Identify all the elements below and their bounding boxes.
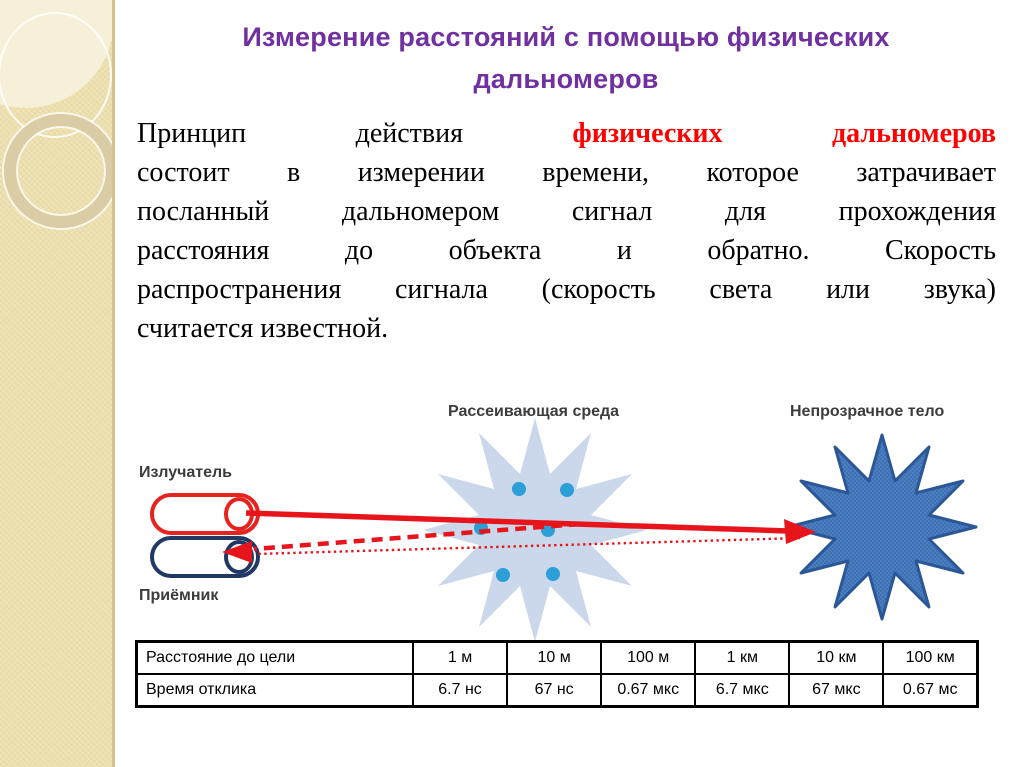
paragraph-text: Принцип bbox=[137, 118, 247, 149]
table-cell: 1 км bbox=[695, 642, 789, 675]
table-cell: 67 мкс bbox=[789, 674, 883, 707]
sidebar-big-ring bbox=[4, 114, 115, 228]
body-paragraph bbox=[137, 114, 996, 348]
opaque-body-label: Непрозрачное тело bbox=[790, 403, 945, 420]
table-cell: Расстояние до цели bbox=[137, 642, 414, 675]
particle-dot bbox=[546, 567, 560, 581]
table-cell: 10 км bbox=[789, 642, 883, 675]
receiver-label: Приёмник bbox=[139, 587, 219, 604]
scattering-medium-star bbox=[423, 418, 647, 642]
return-beam-arrowhead bbox=[222, 541, 252, 563]
table-row-response-time bbox=[137, 674, 978, 707]
paragraph-line: посланный дальномером сигнал для прохождения bbox=[137, 196, 996, 227]
table-cell: 0.67 мкс bbox=[601, 674, 695, 707]
table-cell: 6.7 нс bbox=[413, 674, 507, 707]
decorative-sidebar bbox=[0, 0, 115, 767]
paragraph-line: считается известной. bbox=[137, 313, 389, 344]
table-cell: Время отклика bbox=[137, 674, 414, 707]
particle-dot bbox=[512, 482, 526, 496]
highlighted-term: физических дальномеров bbox=[572, 118, 996, 149]
opaque-body-star bbox=[788, 435, 976, 619]
particle-dot bbox=[496, 568, 510, 582]
paragraph-line bbox=[137, 114, 996, 153]
table-row-distance bbox=[137, 642, 978, 675]
page-title-line2: дальномеров bbox=[473, 64, 659, 94]
table-cell: 67 нс bbox=[507, 674, 601, 707]
rangefinder-diagram bbox=[120, 390, 1024, 656]
table-cell: 100 км bbox=[883, 642, 977, 675]
table-cell: 0.67 мс bbox=[883, 674, 977, 707]
table-cell: 10 м bbox=[507, 642, 601, 675]
paragraph-text: действия bbox=[355, 118, 463, 149]
table-cell: 100 м bbox=[601, 642, 695, 675]
table-cell: 1 м bbox=[413, 642, 507, 675]
paragraph-line: расстояния до объекта и обратно. Скорость bbox=[137, 235, 996, 266]
distance-table bbox=[135, 640, 979, 708]
paragraph-line: состоит в измерении времени, которое затрачивает bbox=[137, 157, 996, 188]
paragraph-line: распространения сигнала (скорость света или звука) bbox=[137, 274, 996, 305]
particle-dot bbox=[560, 483, 574, 497]
page-title bbox=[122, 16, 1010, 100]
table-cell: 6.7 мкс bbox=[695, 674, 789, 707]
emitter-label: Излучатель bbox=[139, 464, 233, 481]
scattering-medium-label: Рассеивающая среда bbox=[448, 403, 620, 420]
page-title-line1: Измерение расстояний с помощью физических bbox=[242, 22, 890, 52]
